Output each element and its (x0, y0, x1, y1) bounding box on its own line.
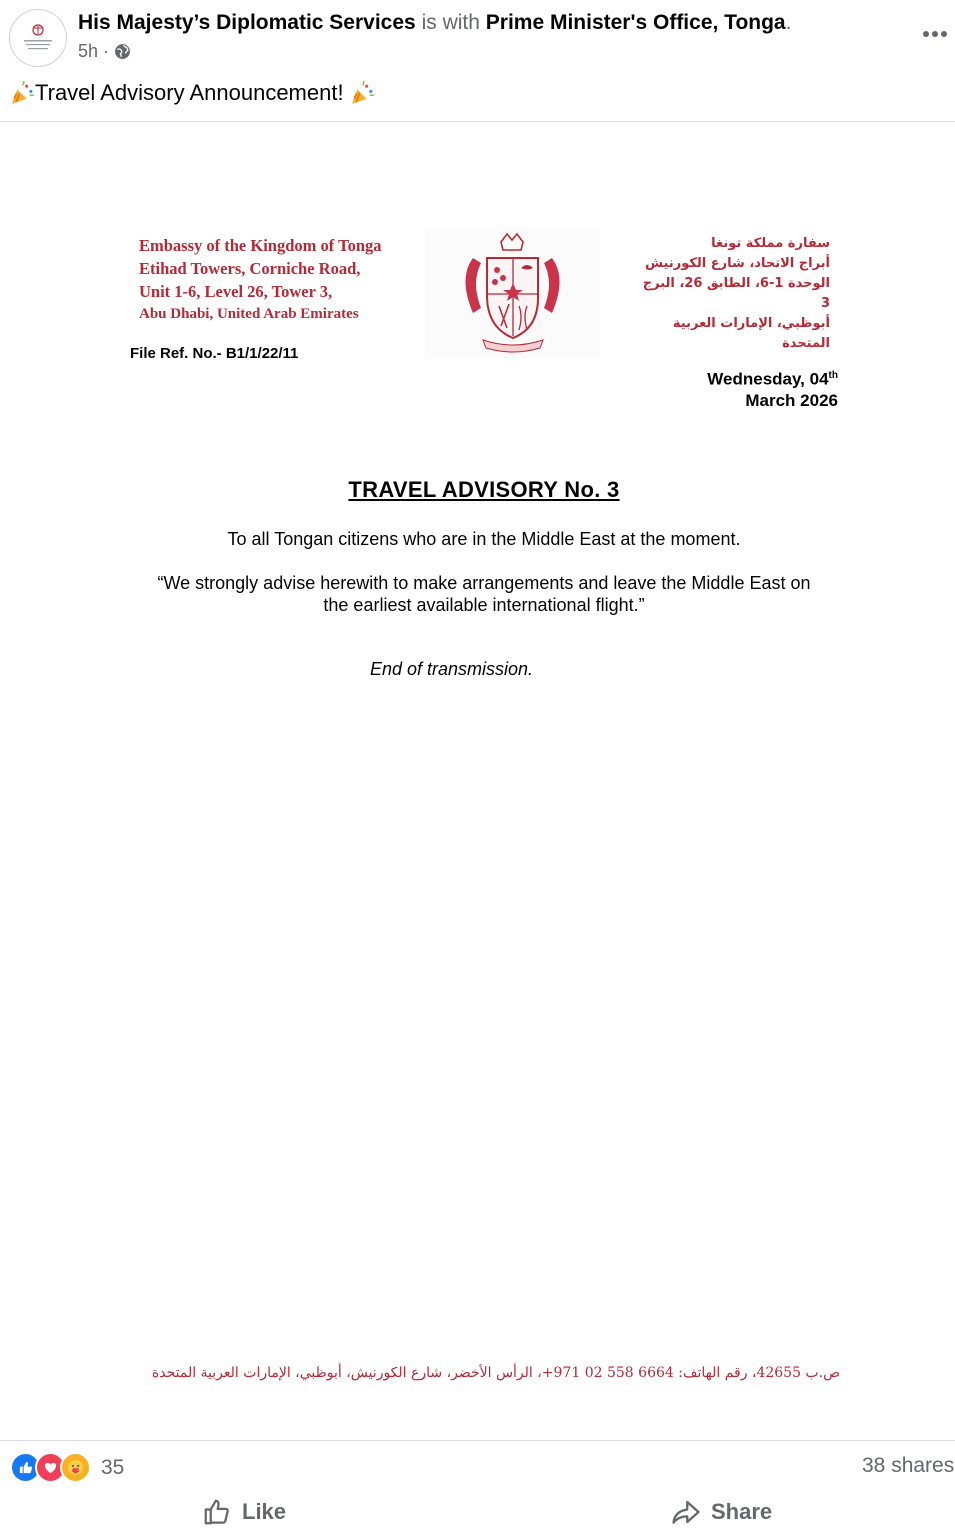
author-name[interactable]: His Majesty’s Diplomatic Services (78, 11, 416, 34)
letter-date (560, 365, 838, 411)
date-suffix: th (828, 370, 838, 381)
share-arrow-icon (671, 1497, 701, 1527)
advisory-quote-line-1: “We strongly advise herewith to make arrangements and leave the Middle East on (157, 573, 811, 593)
image-divider (0, 1440, 955, 1441)
coat-of-arms-icon (425, 228, 600, 358)
more-options-button[interactable] (918, 22, 952, 46)
letterhead-ar-line: أبراج الاتحاد، شارع الكورنيش (645, 256, 830, 271)
letterhead-line: Unit 1-6, Level 26, Tower 3, (139, 282, 333, 301)
letterhead-ar-line: أبوظبي، الإمارات العربية المتحدة (672, 316, 830, 351)
letterhead-line: Etihad Towers, Corniche Road, (139, 259, 361, 278)
share-button[interactable] (671, 1494, 772, 1530)
letterhead-line: Embassy of the Kingdom of Tonga (139, 236, 382, 255)
author-avatar[interactable] (9, 9, 67, 67)
post-caption (10, 79, 375, 107)
advisory-quote-line-2: the earliest available international flight.” (323, 595, 645, 615)
letterhead-ar-line: الوحدة 1-6، الطابق 26، البرج 3 (642, 276, 830, 311)
share-label: Share (711, 1499, 773, 1524)
period: . (785, 11, 792, 34)
date-day: Wednesday, 04 (707, 369, 829, 389)
post-meta (78, 39, 131, 63)
party-popper-icon (10, 81, 35, 106)
letterhead-arabic (630, 234, 830, 354)
advisory-paragraph-2 (0, 572, 955, 616)
caption-text: Travel Advisory Announcement! (35, 80, 344, 105)
letter-footer-arabic: ص.ب 42655، رقم الهاتف: 6664 558 02 971+، الرأس الأخضر، شارع الكورنيش، أبوظبي، الإمارات العربية المتحدة (151, 1365, 840, 1381)
thumbs-up-icon (202, 1497, 232, 1527)
end-of-transmission: End of transmission. (369, 659, 534, 679)
letterhead-english (139, 234, 382, 326)
care-reaction-icon (60, 1452, 91, 1483)
with-text: is with (421, 11, 480, 34)
letterhead-line: Abu Dhabi, United Arab Emirates (139, 306, 359, 322)
reaction-count: 35 (101, 1455, 125, 1479)
embassy-crest-icon (10, 10, 66, 66)
globe-icon (114, 43, 131, 60)
file-reference: File Ref. No.- B1/1/22/11 (130, 345, 299, 362)
tonga-coat-of-arms (425, 228, 600, 358)
advisory-paragraph-1: To all Tongan citizens who are in the Middle East at the moment. (227, 529, 741, 549)
like-label: Like (242, 1499, 287, 1524)
like-button[interactable] (202, 1494, 286, 1530)
shares-count[interactable]: 38 shares (862, 1454, 955, 1477)
party-popper-icon-2 (350, 81, 375, 106)
post-time[interactable]: 5h (78, 41, 99, 61)
date-month-year: March 2026 (745, 390, 838, 410)
post-author-line (78, 9, 791, 37)
advisory-title: TRAVEL ADVISORY No. 3 (348, 477, 620, 502)
more-dots-icon (922, 30, 948, 38)
reactions-summary[interactable] (10, 1452, 124, 1483)
tagged-page[interactable]: Prime Minister's Office, Tonga (485, 11, 786, 34)
meta-separator: · (103, 41, 110, 61)
letterhead-ar-line: سفارة مملكة تونغا (711, 236, 830, 251)
